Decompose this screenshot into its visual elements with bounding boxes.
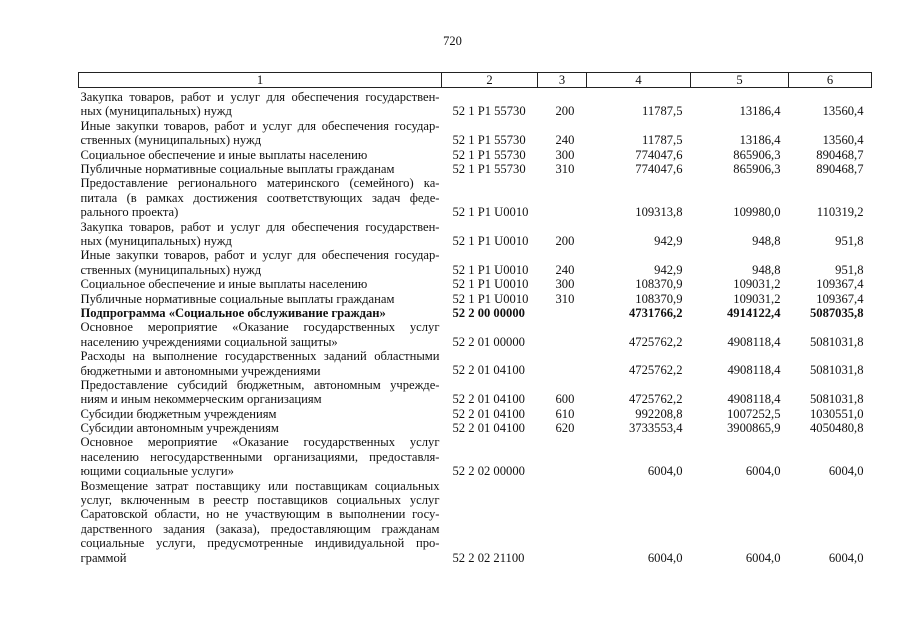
row-value-col6: 5087035,8	[809, 305, 864, 320]
table-row	[79, 248, 872, 277]
row-description	[79, 378, 442, 407]
row-expense-type	[538, 306, 587, 320]
description-line: Публичные нормативные социальные выплаты гражданам	[80, 161, 395, 176]
row-value-col4: 942,9	[654, 233, 683, 248]
description-line: Иные закупки товаров, работ и услуг для обеспечения государ-	[80, 248, 440, 263]
description-line: ющими социальные услуги»	[80, 464, 234, 479]
row-expense-type	[538, 349, 587, 378]
row-value-col6: 109367,4	[816, 277, 864, 292]
page-number: 720	[443, 34, 462, 48]
row-value-col4: 774047,6	[635, 147, 683, 162]
row-value-col5: 109980,0	[733, 205, 781, 220]
table-row	[79, 407, 872, 421]
row-value-col6: 1030551,0	[809, 406, 864, 421]
row-code: 52 1 P1 55730	[452, 133, 526, 148]
description-line: Расходы на выполнение государственных заданий областными	[80, 349, 440, 364]
row-description	[79, 306, 442, 320]
description-line: питала (в рамках достижения соответствующих задач феде-	[80, 190, 440, 205]
description-line: Субсидии бюджетным учреждениям	[80, 406, 277, 421]
header-row	[79, 73, 872, 88]
row-description	[79, 148, 442, 162]
description-line: Социальное обеспечение и иные выплаты населению	[80, 277, 368, 292]
row-expense-type: 300	[555, 277, 575, 292]
row-description	[79, 421, 442, 435]
description-line: услуг, включенным в реестр поставщиков социальных услуг	[80, 493, 440, 508]
row-code: 52 1 P1 U0010	[452, 277, 529, 292]
row-value-col5: 109031,2	[733, 291, 781, 306]
row-value-col5: 4914122,4	[726, 305, 781, 320]
row-value-col5: 1007252,5	[726, 406, 781, 421]
description-line: рального проекта)	[80, 205, 179, 220]
table-row	[79, 119, 872, 148]
table-row	[79, 349, 872, 378]
header-col-2: 2	[442, 73, 538, 88]
row-value-col4: 108370,9	[635, 291, 683, 306]
table-row	[79, 378, 872, 407]
row-description	[79, 220, 442, 249]
description-line: Закупка товаров, работ и услуг для обеспечения государствен-	[80, 90, 440, 104]
table-row	[79, 435, 872, 478]
row-value-col5: 865906,3	[733, 161, 781, 176]
row-value-col4: 6004,0	[647, 464, 683, 479]
description-line: ных (муниципальных) нужд	[80, 104, 232, 119]
description-line: ственных (муниципальных) нужд	[80, 133, 262, 148]
row-code: 52 2 01 00000	[452, 334, 525, 349]
row-value-col5: 109031,2	[733, 277, 781, 292]
row-expense-type	[538, 479, 587, 565]
row-value-col6: 13560,4	[822, 104, 864, 119]
table-row	[79, 421, 872, 435]
row-value-col6: 110319,2	[816, 205, 864, 220]
row-value-col4: 4725762,2	[628, 392, 683, 407]
description-line: Возмещение затрат поставщику или поставщикам социальных	[80, 478, 440, 493]
header-col-3: 3	[538, 73, 587, 88]
row-expense-type: 620	[555, 421, 575, 436]
table-row	[79, 162, 872, 176]
description-line: Подпрограмма «Социальное обслуживание граждан»	[80, 305, 386, 320]
row-value-col6: 890468,7	[816, 161, 864, 176]
description-line: бюджетными и автономными учреждениями	[80, 363, 321, 378]
table-row	[79, 88, 872, 119]
row-description	[79, 248, 442, 277]
row-value-col4: 109313,8	[635, 205, 683, 220]
row-code: 52 1 P1 U0010	[452, 233, 529, 248]
row-value-col4: 6004,0	[647, 550, 683, 565]
description-line: граммой	[80, 550, 127, 565]
row-description	[79, 292, 442, 306]
row-value-col5: 6004,0	[745, 550, 781, 565]
description-line: Основное мероприятие «Оказание государственных услуг	[80, 435, 440, 450]
row-code: 52 1 P1 U0010	[452, 205, 529, 220]
row-expense-type	[538, 320, 587, 349]
table-row	[79, 176, 872, 219]
row-code: 52 1 P1 U0010	[452, 262, 529, 277]
row-description	[79, 119, 442, 148]
row-description	[79, 349, 442, 378]
row-expense-type: 240	[555, 262, 575, 277]
description-line: ственных (муниципальных) нужд	[80, 262, 262, 277]
description-line: Социальное обеспечение и иные выплаты населению	[80, 147, 368, 162]
row-value-col4: 108370,9	[635, 277, 683, 292]
row-code: 52 2 01 04100	[452, 363, 525, 378]
row-code: 52 2 02 00000	[452, 464, 525, 479]
row-value-col6: 5081031,8	[809, 363, 864, 378]
row-value-col6: 4050480,8	[809, 421, 864, 436]
row-value-col6: 109367,4	[816, 291, 864, 306]
description-line: ных (муниципальных) нужд	[80, 233, 232, 248]
row-description	[79, 88, 442, 119]
row-value-col6: 951,8	[835, 233, 864, 248]
row-description	[79, 320, 442, 349]
row-description	[79, 435, 442, 478]
description-line: ниям и иным некоммерческим организациям	[80, 392, 322, 407]
row-value-col4: 11787,5	[642, 104, 683, 119]
description-line: населению негосударственными организациями, предоставля-	[80, 449, 440, 464]
row-code: 52 2 01 04100	[452, 406, 525, 421]
table-row	[79, 220, 872, 249]
row-expense-type: 600	[555, 392, 575, 407]
row-value-col6: 13560,4	[822, 133, 864, 148]
description-line: социальные услуги, предусмотренные индивидуальной про-	[80, 536, 440, 551]
row-description	[79, 277, 442, 291]
row-expense-type: 200	[555, 104, 575, 119]
row-value-col5: 865906,3	[733, 147, 781, 162]
row-expense-type: 300	[555, 147, 575, 162]
row-value-col5: 4908118,4	[727, 392, 781, 407]
row-code: 52 1 P1 55730	[452, 147, 526, 162]
row-expense-type	[538, 176, 587, 219]
row-value-col5: 13186,4	[739, 104, 781, 119]
row-value-col4: 4725762,2	[628, 334, 683, 349]
row-value-col6: 951,8	[835, 262, 864, 277]
row-description	[79, 176, 442, 219]
row-code: 52 2 00 00000	[452, 305, 525, 320]
row-code: 52 1 P1 55730	[452, 161, 526, 176]
row-value-col5: 4908118,4	[727, 363, 781, 378]
row-value-col4: 774047,6	[635, 161, 683, 176]
description-line: Предоставление субсидий бюджетным, автономным учрежде-	[80, 377, 440, 392]
row-expense-type: 200	[555, 233, 575, 248]
description-line: Публичные нормативные социальные выплаты гражданам	[80, 291, 395, 306]
row-value-col6: 6004,0	[828, 464, 864, 479]
row-value-col4: 3733553,4	[628, 421, 683, 436]
row-expense-type: 310	[555, 161, 575, 176]
row-description	[79, 479, 442, 565]
row-expense-type: 240	[555, 133, 575, 148]
row-value-col6: 890468,7	[816, 147, 864, 162]
description-line: Субсидии автономным учреждениям	[80, 421, 279, 436]
description-line: дарственного задания (заказа), предоставляющим гражданам	[80, 521, 440, 536]
row-value-col5: 948,8	[752, 233, 781, 248]
table-row	[79, 292, 872, 306]
header-col-6: 6	[789, 73, 872, 88]
row-value-col4: 11787,5	[642, 133, 683, 148]
row-value-col5: 948,8	[752, 262, 781, 277]
row-description	[79, 407, 442, 421]
row-description	[79, 162, 442, 176]
row-value-col6: 5081031,8	[809, 334, 864, 349]
row-value-col5: 4908118,4	[727, 334, 781, 349]
description-line: населению учреждениями социальной защиты»	[80, 334, 338, 349]
row-value-col5: 13186,4	[739, 133, 781, 148]
row-expense-type: 610	[555, 406, 575, 421]
row-value-col5: 3900865,9	[726, 421, 781, 436]
table-row	[79, 320, 872, 349]
row-value-col6: 5081031,8	[809, 392, 864, 407]
table-row	[79, 306, 872, 320]
description-line: Иные закупки товаров, работ и услуг для обеспечения государ-	[80, 118, 440, 133]
row-code: 52 2 01 04100	[452, 421, 525, 436]
description-line: Основное мероприятие «Оказание государственных услуг	[80, 320, 440, 335]
row-code: 52 1 P1 U0010	[452, 291, 529, 306]
description-line: Саратовской области, но не участвующим в выполнении госу-	[80, 507, 440, 522]
description-line: Предоставление регионального материнского (семейного) ка-	[80, 176, 440, 191]
table-row	[79, 479, 872, 565]
table-row	[79, 148, 872, 162]
row-value-col4: 942,9	[654, 262, 683, 277]
row-value-col6: 6004,0	[828, 550, 864, 565]
row-expense-type: 310	[555, 291, 575, 306]
table-row	[79, 277, 872, 291]
header-col-5: 5	[691, 73, 789, 88]
row-value-col4: 4731766,2	[628, 305, 683, 320]
header-col-4: 4	[587, 73, 691, 88]
row-value-col5: 6004,0	[745, 464, 781, 479]
row-value-col4: 992208,8	[635, 406, 683, 421]
row-code: 52 2 02 21100	[452, 550, 525, 565]
header-col-1: 1	[79, 73, 442, 88]
row-code: 52 2 01 04100	[452, 392, 525, 407]
row-code: 52 1 P1 55730	[452, 104, 526, 119]
row-value-col4: 4725762,2	[628, 363, 683, 378]
row-expense-type	[538, 435, 587, 478]
description-line: Закупка товаров, работ и услуг для обеспечения государствен-	[80, 219, 440, 234]
budget-table	[78, 72, 872, 565]
